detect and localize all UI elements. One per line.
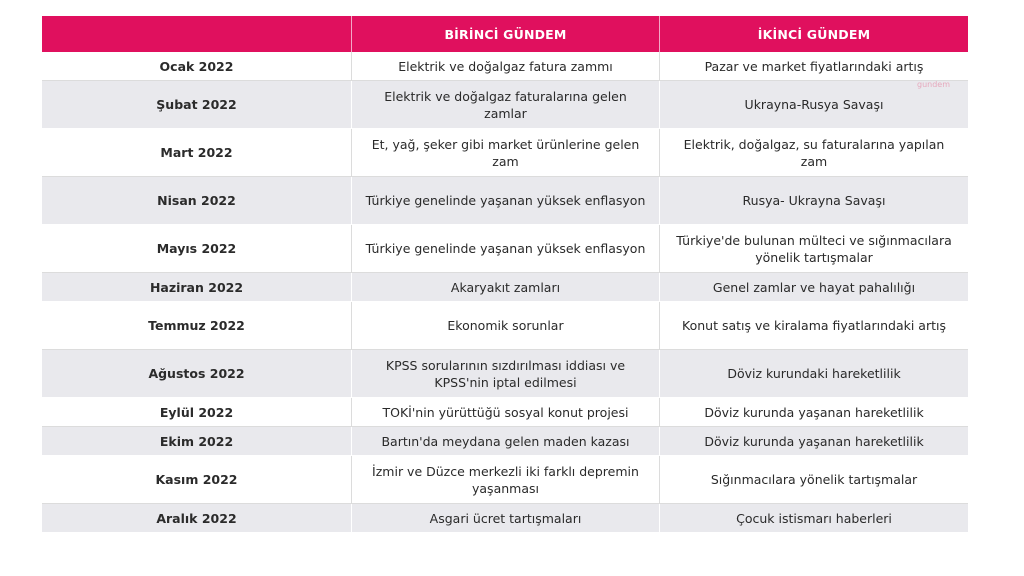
header-second-agenda: İKİNCİ GÜNDEM [660, 16, 968, 52]
table-row [42, 225, 968, 273]
second-agenda-cell: Rusya- Ukrayna Savaşı [660, 177, 968, 225]
agenda-table [42, 16, 968, 533]
month-cell: Aralık 2022 [42, 504, 352, 533]
second-agenda-cell: Pazar ve market fiyatlarındaki artış [660, 52, 968, 81]
table-row [42, 177, 968, 225]
month-cell: Haziran 2022 [42, 273, 352, 302]
second-agenda-cell: Döviz kurunda yaşanan hareketlilik [660, 427, 968, 456]
table-row [42, 129, 968, 177]
month-cell: Mart 2022 [42, 129, 352, 177]
table-row [42, 350, 968, 398]
first-agenda-cell: TOKİ'nin yürüttüğü sosyal konut projesi [352, 398, 660, 427]
month-cell: Ocak 2022 [42, 52, 352, 81]
second-agenda-cell: Genel zamlar ve hayat pahalılığı [660, 273, 968, 302]
first-agenda-cell: Ekonomik sorunlar [352, 302, 660, 350]
watermark-logo: gundem [917, 80, 951, 89]
second-agenda-cell: Türkiye'de bulunan mülteci ve sığınmacılara yönelik tartışmalar [660, 225, 968, 273]
month-cell: Ağustos 2022 [42, 350, 352, 398]
table-row [42, 52, 968, 81]
second-agenda-cell: Döviz kurunda yaşanan hareketlilik [660, 398, 968, 427]
month-cell: Mayıs 2022 [42, 225, 352, 273]
first-agenda-cell: KPSS sorularının sızdırılması iddiası ve KPSS'nin iptal edilmesi [352, 350, 660, 398]
month-cell: Kasım 2022 [42, 456, 352, 504]
first-agenda-cell: Elektrik ve doğalgaz faturalarına gelen zamlar [352, 81, 660, 129]
table-row [42, 456, 968, 504]
table-row [42, 504, 968, 533]
month-cell: Temmuz 2022 [42, 302, 352, 350]
table-row [42, 81, 968, 129]
table-row [42, 398, 968, 427]
second-agenda-cell: Sığınmacılara yönelik tartışmalar [660, 456, 968, 504]
second-agenda-cell: Döviz kurundaki hareketlilik [660, 350, 968, 398]
first-agenda-cell: İzmir ve Düzce merkezli iki farklı depremin yaşanması [352, 456, 660, 504]
table-row [42, 427, 968, 456]
agenda-table-container [42, 16, 968, 533]
month-cell: Şubat 2022 [42, 81, 352, 129]
header-month [42, 16, 352, 52]
second-agenda-cell: Elektrik, doğalgaz, su faturalarına yapılan zam [660, 129, 968, 177]
header-first-agenda: BİRİNCİ GÜNDEM [352, 16, 660, 52]
month-cell: Eylül 2022 [42, 398, 352, 427]
first-agenda-cell: Bartın'da meydana gelen maden kazası [352, 427, 660, 456]
table-row [42, 273, 968, 302]
table-row [42, 302, 968, 350]
table-header-row [42, 16, 968, 52]
first-agenda-cell: Et, yağ, şeker gibi market ürünlerine gelen zam [352, 129, 660, 177]
first-agenda-cell: Akaryakıt zamları [352, 273, 660, 302]
second-agenda-cell: Ukrayna-Rusya Savaşı [660, 81, 968, 129]
second-agenda-cell: Çocuk istismarı haberleri [660, 504, 968, 533]
first-agenda-cell: Türkiye genelinde yaşanan yüksek enflasyon [352, 177, 660, 225]
month-cell: Nisan 2022 [42, 177, 352, 225]
month-cell: Ekim 2022 [42, 427, 352, 456]
first-agenda-cell: Elektrik ve doğalgaz fatura zammı [352, 52, 660, 81]
first-agenda-cell: Türkiye genelinde yaşanan yüksek enflasyon [352, 225, 660, 273]
first-agenda-cell: Asgari ücret tartışmaları [352, 504, 660, 533]
second-agenda-cell: Konut satış ve kiralama fiyatlarındaki artış [660, 302, 968, 350]
